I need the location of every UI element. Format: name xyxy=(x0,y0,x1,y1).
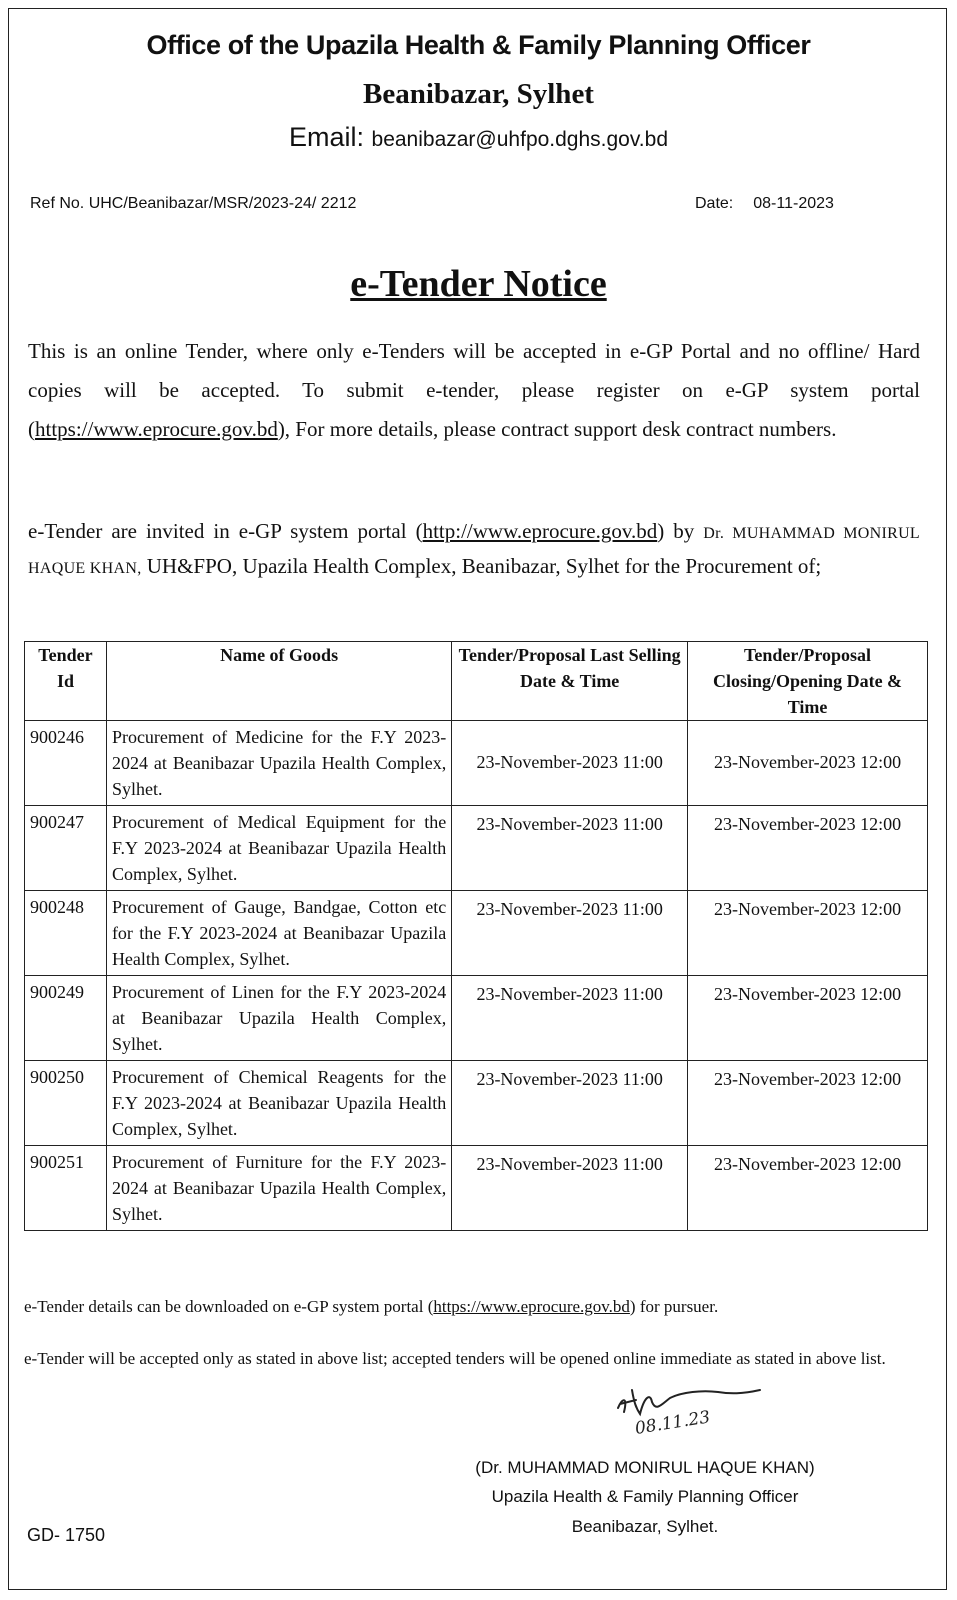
table-row xyxy=(25,976,928,1061)
invitation-text-by: ) by xyxy=(657,519,704,543)
selling-date: 23-November-2023 11:00 xyxy=(452,721,688,806)
invitation-text: e-Tender are invited in e-GP system portal ( xyxy=(28,519,423,543)
gd-code: GD- 1750 xyxy=(27,1525,106,1545)
office-email xyxy=(0,122,957,153)
date-value: 08-11-2023 xyxy=(753,195,834,212)
invitation-paragraph xyxy=(28,515,920,585)
tender-id: 900251 xyxy=(25,1146,107,1231)
selling-date: 23-November-2023 11:00 xyxy=(452,806,688,891)
intro-text-end: ), For more details, please contract support desk contract numbers. xyxy=(277,417,837,441)
acceptance-note: e-Tender will be accepted only as stated in above list; accepted tenders will be opened online immediate as stated in above list. xyxy=(24,1349,886,1368)
date-label: Date: xyxy=(695,195,734,212)
download-text-end: ) for pursuer. xyxy=(629,1297,719,1316)
table-row xyxy=(25,1146,928,1231)
col-name-of-goods: Name of Goods xyxy=(106,642,451,721)
invitation-text-end: UH&FPO, Upazila Health Complex, Beanibazar, Sylhet for the Procurement of; xyxy=(141,554,822,578)
tender-id: 900246 xyxy=(25,721,107,806)
goods-name: Procurement of Linen for the F.Y 2023-2024 at Beanibazar Upazila Health Complex, Sylhet. xyxy=(106,976,451,1061)
table-row xyxy=(25,891,928,976)
reference-number: Ref No. UHC/Beanibazar/MSR/2023-24/ 2212 xyxy=(30,195,357,212)
email-address: beanibazar@uhfpo.dghs.gov.bd xyxy=(371,128,668,151)
office-heading: Office of the Upazila Health & Family Planning Officer xyxy=(146,30,811,60)
signatory-name: (Dr. MUHAMMAD MONIRUL HAQUE KHAN) xyxy=(475,1458,815,1477)
goods-name: Procurement of Furniture for the F.Y 2023-2024 at Beanibazar Upazila Health Complex, Sylhet. xyxy=(106,1146,451,1231)
tender-table xyxy=(24,641,928,1231)
closing-date: 23-November-2023 12:00 xyxy=(688,1146,928,1231)
tender-id: 900249 xyxy=(25,976,107,1061)
signatory-designation: Upazila Health & Family Planning Officer xyxy=(491,1487,799,1506)
signatory-place: Beanibazar, Sylhet. xyxy=(571,1517,719,1536)
goods-name: Procurement of Chemical Reagents for the F.Y 2023-2024 at Beanibazar Upazila Health Complex, Sylhet. xyxy=(106,1061,451,1146)
selling-date: 23-November-2023 11:00 xyxy=(452,1146,688,1231)
col-tender-id: Tender Id xyxy=(25,642,107,721)
closing-date: 23-November-2023 12:00 xyxy=(688,891,928,976)
eprocure-link-2[interactable]: http://www.eprocure.gov.bd xyxy=(422,519,658,543)
handwritten-signature xyxy=(610,1368,800,1458)
goods-name: Procurement of Medical Equipment for the F.Y 2023-2024 at Beanibazar Upazila Health Complex, Sylhet. xyxy=(106,806,451,891)
selling-date: 23-November-2023 11:00 xyxy=(452,976,688,1061)
notice-title: e-Tender Notice xyxy=(350,263,607,305)
email-label: Email: xyxy=(288,122,372,152)
table-header-row xyxy=(25,642,928,721)
selling-date: 23-November-2023 11:00 xyxy=(452,1061,688,1146)
download-text: e-Tender details can be downloaded on e-GP system portal ( xyxy=(24,1297,434,1316)
table-row xyxy=(25,721,928,806)
closing-date: 23-November-2023 12:00 xyxy=(688,806,928,891)
closing-date: 23-November-2023 12:00 xyxy=(688,976,928,1061)
goods-name: Procurement of Gauge, Bandgae, Cotton etc for the F.Y 2023-2024 at Beanibazar Upazila Health Complex, Sylhet. xyxy=(106,891,451,976)
goods-name: Procurement of Medicine for the F.Y 2023-2024 at Beanibazar Upazila Health Complex, Sylhet. xyxy=(106,721,451,806)
col-closing-opening: Tender/Proposal Closing/Opening Date & Time xyxy=(688,642,928,721)
office-location: Beanibazar, Sylhet xyxy=(363,78,594,110)
tender-id: 900250 xyxy=(25,1061,107,1146)
table-row xyxy=(25,1061,928,1146)
table-row xyxy=(25,806,928,891)
officer-name: Dr. MUHAMMAD MONIRUL HAQUE KHAN, xyxy=(28,525,920,577)
download-note xyxy=(24,1297,904,1317)
notice-date xyxy=(695,195,834,213)
tender-id: 900248 xyxy=(25,891,107,976)
intro-paragraph xyxy=(28,332,920,449)
tender-id: 900247 xyxy=(25,806,107,891)
intro-text: This is an online Tender, where only e-Tenders will be accepted in e-GP Portal and no offline/ Hard copies will be accepted. To submit e-tender, please register on e-GP system portal ( xyxy=(28,339,920,441)
signature-date: 08.11.23 xyxy=(633,1407,712,1439)
selling-date: 23-November-2023 11:00 xyxy=(452,891,688,976)
col-last-selling: Tender/Proposal Last Selling Date & Time xyxy=(452,642,688,721)
eprocure-link-3[interactable]: https://www.eprocure.gov.bd xyxy=(433,1297,630,1316)
closing-date: 23-November-2023 12:00 xyxy=(688,721,928,806)
closing-date: 23-November-2023 12:00 xyxy=(688,1061,928,1146)
eprocure-link[interactable]: https://www.eprocure.gov.bd xyxy=(35,417,278,441)
